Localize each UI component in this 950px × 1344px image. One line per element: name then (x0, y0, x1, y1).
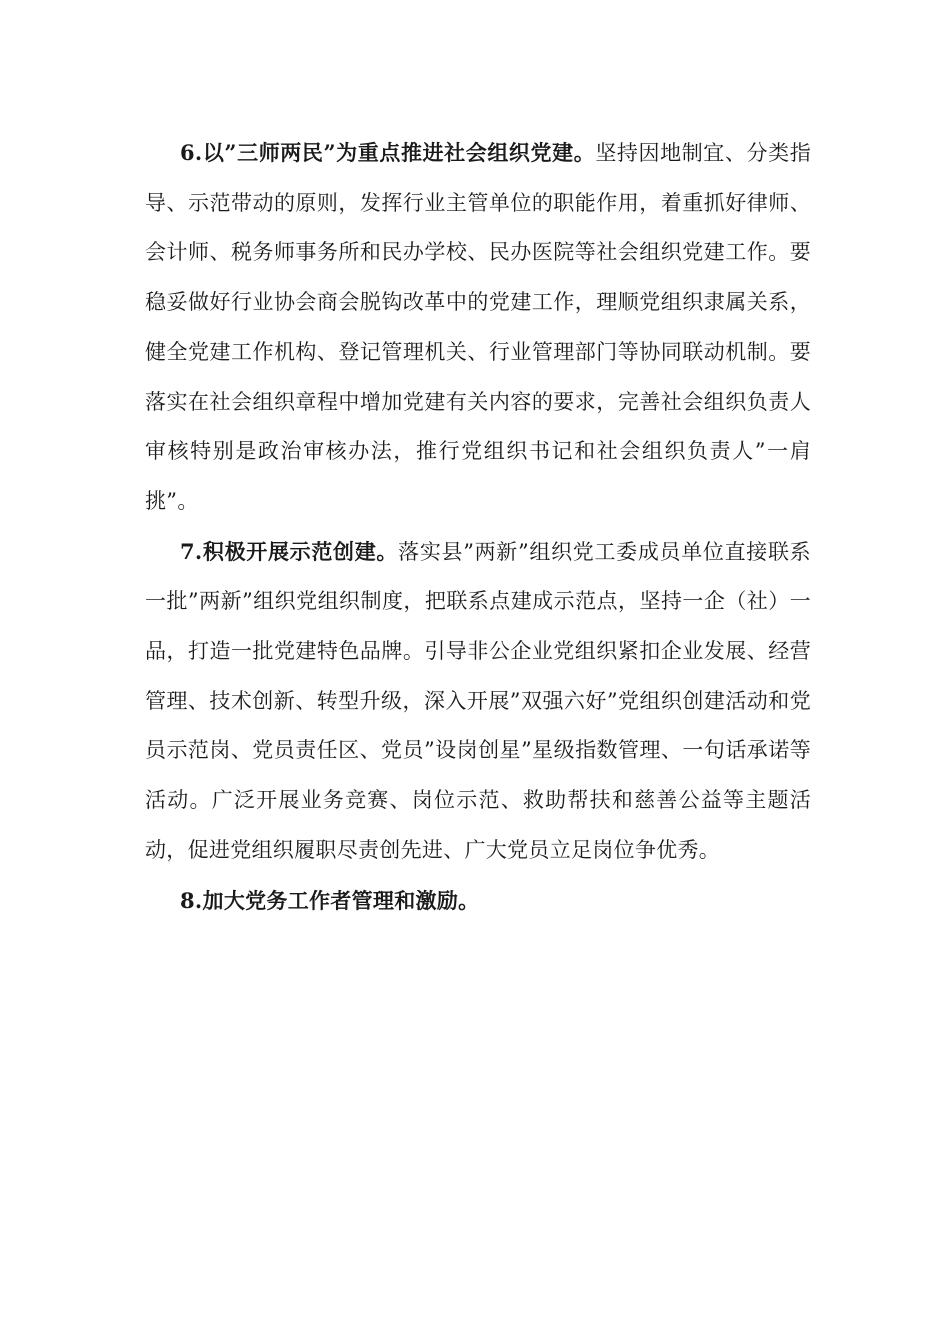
paragraph-body: 坚持因地制宜、分类指导、示范带动的原则，发挥行业主管单位的职能作用，着重抓好律师、会计师、税务师事务所和民办学校、民办医院等社会组织党建工作。要稳妥做好行业协会商会脱钩改革中的党建工作，理顺党组织隶属关系，健全党建工作机构、登记管理机关、行业管理部门等协同联动机制。要落实在社会组织章程中增加党建有关内容的要求，完善社会组织负责人审核特别是政治审核办法，推行党组织书记和社会组织负责人”一肩挑”。 (145, 141, 811, 513)
document-body (145, 128, 811, 926)
paragraph-heading: 6.以”三师两民”为重点推进社会组织党建。 (180, 140, 596, 165)
paragraph-demonstration-creation (145, 527, 811, 876)
paragraph-body: 落实县”两新”组织党工委成员单位直接联系一批”两新”组织党组织制度，把联系点建成示范点，坚持一企（社）一品，打造一批党建特色品牌。引导非公企业党组织紧扣企业发展、经营管理、技术创新、转型升级，深入开展”双强六好”党组织创建活动和党员示范岗、党员责任区、党员”设岗创星”星级指数管理、一句话承诺等活动。广泛开展业务竞赛、岗位示范、救助帮扶和慈善公益等主题活动，促进党组织履职尽责创先进、广大党员立足岗位争优秀。 (145, 539, 811, 862)
paragraph-heading: 8.加大党务工作者管理和激励。 (180, 887, 480, 913)
paragraph-heading: 7.积极开展示范创建。 (180, 538, 399, 564)
paragraph-party-workers-management (145, 876, 811, 927)
paragraph-social-organization-party-building (145, 128, 811, 527)
